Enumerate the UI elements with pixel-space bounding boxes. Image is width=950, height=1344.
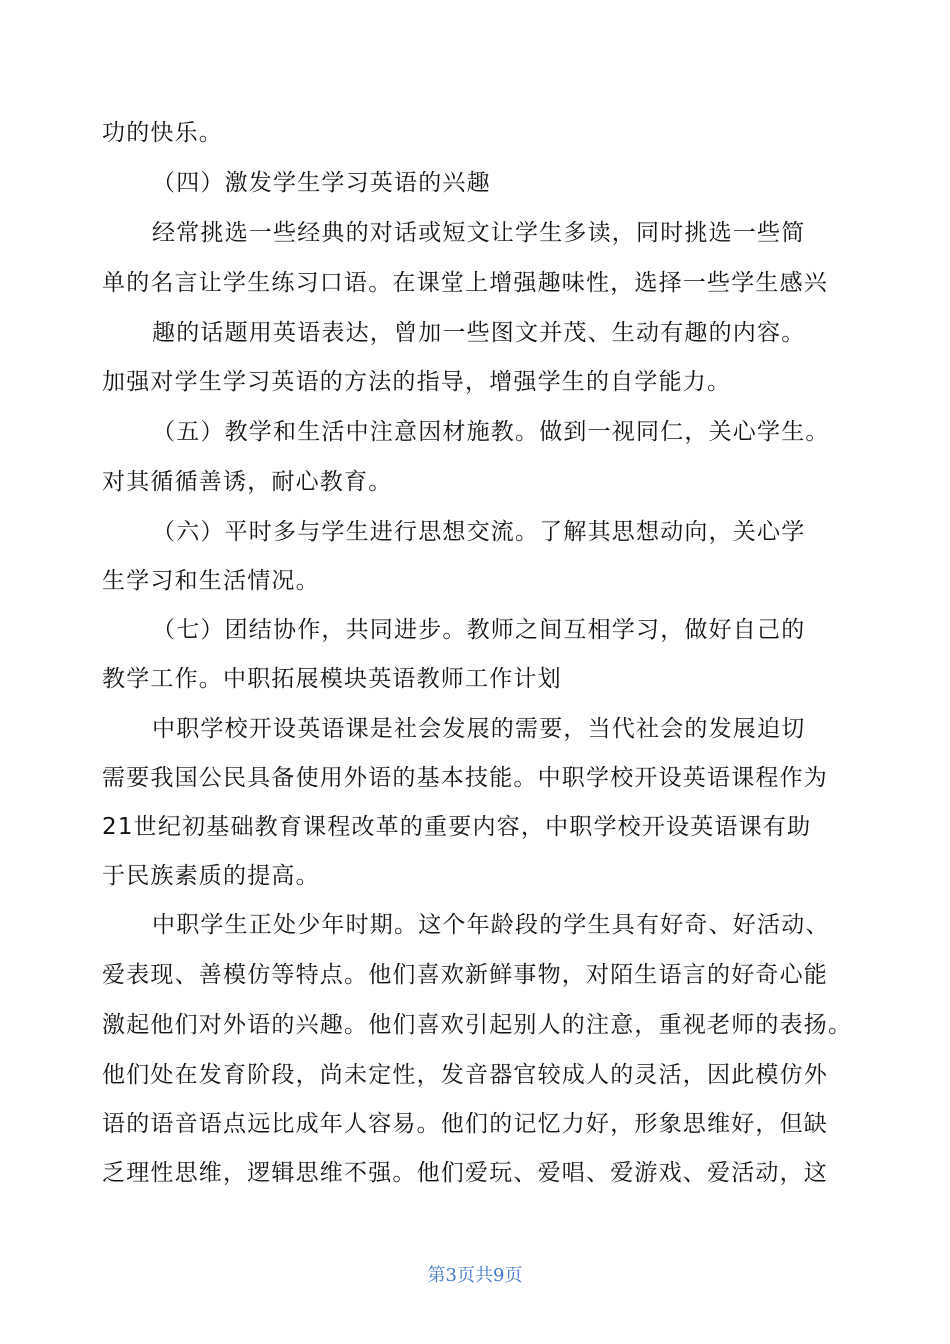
text-line-22: 乏理性思维，逻辑思维不强。他们爱玩、爱唱、爱游戏、爱活动，这 — [102, 1160, 828, 1186]
text-line-2: （四）激发学生学习英语的兴趣 — [152, 170, 491, 196]
text-line-17: 中职学生正处少年时期。这个年龄段的学生具有好奇、好活动、 — [152, 912, 830, 938]
text-line-19: 激起他们对外语的兴趣。他们喜欢引起别人的注意，重视老师的表扬。 — [102, 1012, 853, 1038]
text-line-15: 21世纪初基础教育课程改革的重要内容，中职学校开设英语课有助 — [102, 814, 812, 840]
text-line-14: 需要我国公民具备使用外语的基本技能。中职学校开设英语课程作为 — [102, 765, 828, 791]
text-line-9: （六）平时多与学生进行思想交流。了解其思想动向，关心学 — [152, 519, 806, 545]
text-line-11: （七）团结协作，共同进步。教师之间互相学习，做好自己的 — [152, 617, 806, 643]
text-line-5: 趣的话题用英语表达，曾加一些图文并茂、生动有趣的内容。 — [152, 320, 806, 346]
text-line-13: 中职学校开设英语课是社会发展的需要，当代社会的发展迫切 — [152, 716, 806, 742]
text-line-3: 经常挑选一些经典的对话或短文让学生多读，同时挑选一些简 — [152, 220, 806, 246]
text-line-7: （五）教学和生活中注意因材施教。做到一视同仁，关心学生。 — [152, 419, 830, 445]
text-line-4: 单的名言让学生练习口语。在课堂上增强趣味性，选择一些学生感兴 — [102, 270, 828, 296]
text-line-20: 他们处在发育阶段，尚未定性，发音器官较成人的灵活，因此模仿外 — [102, 1062, 828, 1088]
text-line-10: 生学习和生活情况。 — [102, 568, 320, 594]
text-line-6: 加强对学生学习英语的方法的指导，增强学生的自学能力。 — [102, 369, 732, 395]
text-line-21: 语的语音语点远比成年人容易。他们的记忆力好，形象思维好，但缺 — [102, 1111, 828, 1137]
text-line-18: 爱表现、善模仿等特点。他们喜欢新鲜事物，对陌生语言的好奇心能 — [102, 962, 828, 988]
text-line-12: 教学工作。中职拓展模块英语教师工作计划 — [102, 666, 562, 692]
text-line-1: 功的快乐。 — [102, 120, 223, 146]
text-line-8: 对其循循善诱，耐心教育。 — [102, 469, 393, 495]
text-line-16: 于民族素质的提高。 — [102, 863, 320, 889]
page-number-footer: 第3页共9页 — [427, 1265, 523, 1286]
